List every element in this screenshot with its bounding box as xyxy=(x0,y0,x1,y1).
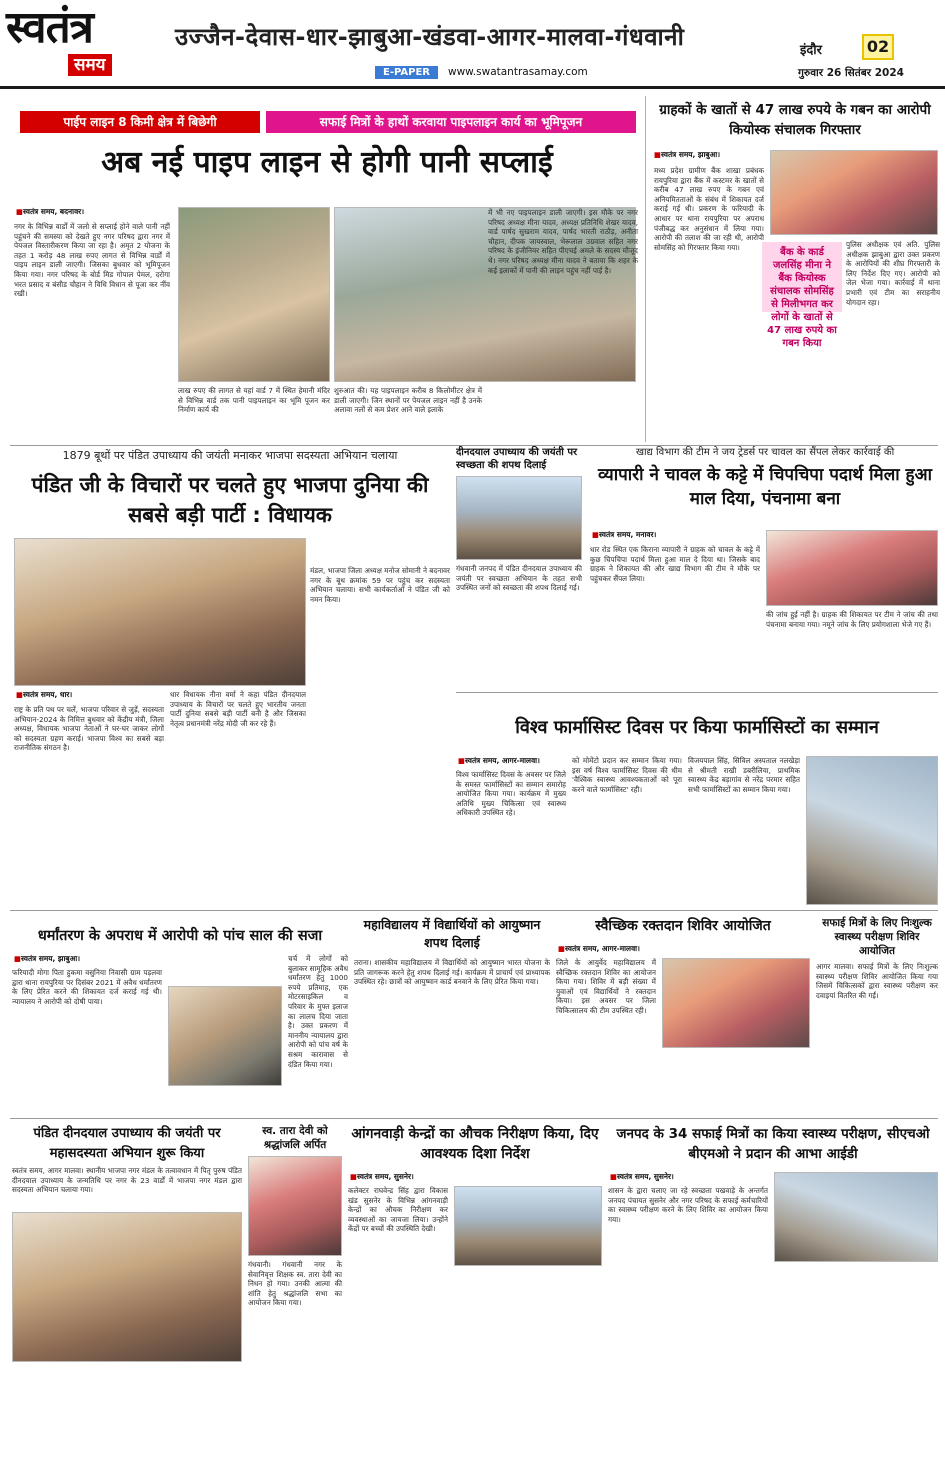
health-headline: सफाई मित्रों के लिए निःशुल्क स्वास्थ्य परीक्षण शिविर आयोजित xyxy=(822,917,932,957)
lead-headline: अब नई पाइप लाइन से होगी पानी सप्लाई xyxy=(101,145,553,180)
conversion-byline: ■ स्वतंत्र समय, झाबुआ। xyxy=(14,954,80,964)
janpad-photo xyxy=(774,1172,938,1262)
section-divider xyxy=(10,1118,938,1119)
pharma-text-col1: विश्व फार्मासिस्ट दिवस के अवसर पर जिले के समस्त फार्मासिस्टों का सम्मान समारोह आयोजित किया गया। कार्यक्रम में मुख्य अतिथि मुख्य चिकित्सा एवं स्वास्थ्य अधिकारी उपस्थित रहे। xyxy=(456,770,566,818)
tribute-photo xyxy=(248,1156,342,1256)
bjp-headline: पंडित जी के विचारों पर चलते हुए भाजपा दुनिया की सबसे बड़ी पार्टी : विधायक xyxy=(31,473,429,527)
pharma-text-col3: विजयपाल सिंह, सिविल अस्पताल नलखेड़ा से श्रीमती राखी डबरीलिया, प्राथमिक स्वास्थ्य केंद्र बड़ागांव से नरेंद्र परमार सहित सभी फार्मासिस्टों का सम्मान किया गया। xyxy=(688,756,800,794)
kiosk-text-col3: पुलिस अधीक्षक एवं अति. पुलिस अधीक्षक झाबुआ द्वारा उक्त प्रकरण के आरोपियों की शीघ्र गिरफ्तारी के लिए निर्देश दिए गए। आरोपी को जेल भेजा गया। कार्रवाई में थाना प्रभारी एवं टीम का सराहनीय योगदान रहा। xyxy=(846,240,940,307)
conversion-headline: धर्मांतरण के अपराध में आरोपी को पांच साल की सजा xyxy=(37,928,323,944)
anganwadi-text: कलेक्टर राघवेन्द्र सिंह द्वारा विकास खंड सुसनेर के विभिन्न आंगनवाड़ी केन्द्रों का औचक निरीक्षण कर व्यवस्थाओं का जायजा लिया। उन्होंने केंद्रों पर बच्चों की उपस्थिति देखी। xyxy=(348,1186,448,1234)
lead-byline: ■ स्वतंत्र समय, बदनावर। xyxy=(16,207,84,217)
vow-photo xyxy=(456,476,582,560)
lead-text-col4: में भी नए पाइपलाइन डाली जाएगी। इस मौके पर नगर परिषद अध्यक्ष मीना यादव, अध्यक्ष प्रतिनिधि शेखर यादव, वार्ड पार्षद सुखराम यादव, पार्षद भारती राठौड़, अनीता चौहान, दीपक जायस्वाल, भेरूलाल उग्रवाल सहित नगर परिषद के इंजीनियर सहित पीएचई अमले के सदस्य मौजूद थे। नगर परिषद अध्यक्ष मीना यादव ने बताया कि शहर के कई इलाकों में पानी की लाइन पहुंच नहीं पाई है। xyxy=(488,208,638,275)
lead-photo-left xyxy=(178,207,330,382)
bjp-text-col3: मंडल, भाजपा जिला अध्यक्ष मनोज सोमानी ने बदनावर नगर के बूथ क्रमांक 59 पर पहुंच कर सदस्यता अभियान चलाया। सभी कार्यकर्ताओं ने पंडित जी को नमन किया। xyxy=(310,566,450,604)
blood-photo xyxy=(662,958,810,1048)
epaper-label: E-PAPER xyxy=(375,66,438,79)
bjp-byline: ■ स्वतंत्र समय, धार। xyxy=(16,690,72,700)
kiosk-photo xyxy=(770,150,938,235)
pharma-headline: विश्व फार्मासिस्ट दिवस पर किया फार्मासिस्टों का सम्मान xyxy=(515,717,879,738)
deendayal-text: स्वतंत्र समय, आगर मालवा। स्थानीय भाजपा नगर मंडल के तत्वावधान में पितृ पुरुष पंडित दीनदयाल उपाध्याय के जन्मतिथि पर नगर के 23 वार्डों में भाजपा नगर मंडल द्वारा सदस्यता अभियान चलाया गया। xyxy=(12,1166,242,1195)
page-number: 02 xyxy=(862,34,894,60)
kiosk-text-col1: मध्य प्रदेश ग्रामीण बैंक शाखा प्रबंधक रायपुरिया द्वारा बैंक में कस्टमर के खातों से करीब 47 लाख रुपए के गबन एवं अनियमितताओं के संबंध में शिकायत दर्ज कराई गई थी। प्रकरण के फरियादी के आधार पर थाना रायपुरिया पर अपराध पंजीबद्ध कर अनुसंधान में लिया गया। आरोपी की तलाश की जा रही थी, आरोपी सोमसिंह को गिरफ्तार किया गया। xyxy=(654,166,764,252)
column-divider xyxy=(645,96,646,442)
bjp-text-col1: राष्ट्र के प्रति पथ पर चलें, भाजपा परिवार से जुड़ें, सदस्यता अभियान-2024 के निमित्त बुधवार को केंद्रीय मंत्री, जिला अध्यक्ष, विधायक भाजपा नेताओं ने घर-घर जाकर लोगों को सदस्यता ग्रहण कराई। भाजपा विश्व का सबसे बड़ा राजनीतिक संगठन है। xyxy=(14,705,164,753)
conversion-photo xyxy=(168,986,282,1086)
edition-city: इंदौर xyxy=(800,43,822,58)
food-byline: ■ स्वतंत्र समय, मनावर। xyxy=(592,530,656,540)
lead-tag-pipeline: पाईप लाइन 8 किमी क्षेत्र में बिछेगी xyxy=(20,111,260,133)
food-photo xyxy=(766,530,938,606)
pharma-text-col2: को मोमेंटो प्रदान कर सम्मान किया गया। इस वर्ष विश्व फार्मासिस्ट दिवस की थीम 'वैश्विक स्वास्थ्य आवश्यकताओं को पूरा करने वाले फार्मासिस्ट' रही। xyxy=(572,756,682,794)
anganwadi-byline: ■ स्वतंत्र समय, सुसनेर। xyxy=(350,1172,414,1182)
vow-headline: दीनदयाल उपाध्याय की जयंती पर स्वच्छता की शपथ दिलाई xyxy=(456,447,578,471)
tribute-text: गंधवानी। गंधवानी नगर के सेवानिवृत्त शिक्षक स्व. तारा देवी का निधन हो गया। उनकी आत्मा की शांति हेतु श्रद्धांजलि सभा का आयोजन किया गया। xyxy=(248,1260,342,1308)
kiosk-callout: बैंक के कार्ड जलसिंह मीना ने बैंक कियोस्क संचालक सोमसिंह से मिलीभगत कर लोगों के खातों से 47 लाख रुपये का गबन किया xyxy=(762,242,842,312)
food-text-col2: की जांच हुई नहीं है। ग्राहक की शिकायत पर टीम ने जांच की तथा पंचनामा बनाया गया। नमूने जांच के लिए प्रयोगशाला भेजे गए हैं। xyxy=(766,610,938,629)
oath-text: तराना। शासकीय महाविद्यालय में विद्यार्थियों को आयुष्मान भारत योजना के प्रति जागरूक करने हेतु शपथ दिलाई गई। कार्यक्रम में प्राचार्य एवं प्राध्यापक उपस्थित रहे। छात्रों को आयुष्मान कार्ड बनवाने के लिए प्रेरित किया गया। xyxy=(354,958,550,987)
region-banner: उज्जैन-देवास-धार-झाबुआ-खंडवा-आगर-मालवा-गंधवानी xyxy=(175,23,685,51)
tribute-headline: स्व. तारा देवी को श्रद्धांजलि अर्पित xyxy=(262,1125,328,1151)
logo-main: स्वतंत्र xyxy=(6,2,93,53)
bjp-kicker: 1879 बूथों पर पंडित उपाध्याय की जयंती मनाकर भाजपा सदस्यता अभियान चलाया xyxy=(62,449,398,462)
lead-tag-bhumipujan: सफाई मित्रों के हाथों करवाया पाइपलाइन कार्य का भूमिपूजन xyxy=(266,111,636,133)
deendayal-photo xyxy=(12,1212,242,1362)
blood-byline: ■ स्वतंत्र समय, आगर-मालवा। xyxy=(558,944,640,954)
section-divider xyxy=(10,910,938,911)
janpad-text: शासन के द्वारा चलाए जा रहे स्वच्छता पखवाड़े के अन्तर्गत जनपद पंचायत सुसनेर और नगर परिषद के सफाई कर्मचारियों का स्वास्थ्य परीक्षण करने के लिए शिविर का आयोजन किया गया। xyxy=(608,1186,768,1224)
oath-headline: महाविद्यालय में विद्यार्थियों को आयुष्मान शपथ दिलाई xyxy=(363,917,541,950)
lead-text-col3: शुरुआत की। यह पाइपलाइन करीब 8 किलोमीटर क्षेत्र में डाली जाएगी। जिन स्थानों पर पेयजल लाइन नहीं है उनके अलावा नलों से कम प्रेशर आने वाले इलाके xyxy=(334,386,482,415)
janpad-byline: ■ स्वतंत्र समय, सुसनेर। xyxy=(610,1172,674,1182)
edition-date: गुरुवार 26 सितंबर 2024 xyxy=(798,67,904,79)
vow-text: गंधवानी जनपद में पंडित दीनदयाल उपाध्याय की जयंती पर स्वच्छता अभियान के तहत सभी उपस्थित जनों को स्वच्छता की शपथ दिलाई गई। xyxy=(456,564,582,593)
blood-headline: स्वैच्छिक रक्तदान शिविर आयोजित xyxy=(595,918,771,934)
masthead-rule xyxy=(0,86,945,89)
food-kicker: खाद्य विभाग की टीम ने जय ट्रेडर्स पर चावल का सैंपल लेकर कार्रवाई की xyxy=(635,447,895,458)
conversion-text-col1: फरियादी मोगा पिता हुकमा वसुनिया निवासी ग्राम पड़लवा द्वारा थाना रायपुरिया पर दिसंबर 2021 में अवैध धर्मांतरण के लिए प्रेरित करने की शिकायत दर्ज कराई गई थी। न्यायालय ने आरोपी को दोषी पाया। xyxy=(12,968,162,1006)
section-divider xyxy=(456,692,938,693)
food-headline: व्यापारी ने चावल के कट्टे में चिपचिपा पदार्थ मिला हुआ माल दिया, पंचनामा बना xyxy=(598,465,932,509)
janpad-headline: जनपद के 34 सफाई मित्रों का किया स्वास्थ्य परीक्षण, सीएचओ बीएमओ ने प्रदान की आभा आईडी xyxy=(616,1126,930,1162)
lead-text-col1: नगर के विभिन्न वार्डों में जलो से सप्लाई होने वाले पानी नहीं पहुंचने की समस्या को देखते हुए नगर परिषद द्वारा नगर में पेयजल विस्तारीकरण किया जा रहा है। अमृत 2 योजना के तहत 1 करोड़ 48 लाख रुपए लागत से विभिन्न वार्डों में पाइप लाइन डाली जाएगी। जिसका बुधवार को भूमिपूजन किया गया। नगर परिषद के बोर्ड मिड गोपाल पेमल, दरोगा भरत प्रसाद व बंसीड चौहान ने विधि विधान से पूजा कर नींव रखी। xyxy=(14,222,170,299)
food-text-col1: धार रोड स्थित एक किराना व्यापारी ने ग्राहक को चावल के कट्टे में कुछ चिपचिपा पदार्थ मिला हुआ माल दे दिया था। जिसके बाद ग्राहक ने शिकायत की और खाद्य विभाग की टीम ने मौके पर पहुंचकर सैंपल लिया। xyxy=(590,545,760,583)
logo-sub: समय xyxy=(68,54,112,76)
bjp-text-col2: धार विधायक नीना वर्मा ने कहा पंडित दीनदयाल उपाध्याय के विचारों पर चलते हुए भारतीय जनता पार्टी दुनिया सबसे बड़ी पार्टी बनी है और जिसका नेतृत्व प्रधानमंत्री नरेंद्र मोदी जी कर रहे हैं। xyxy=(170,690,306,728)
lead-text-col2: लाख रुपए की लागत से यहां वार्ड 7 में स्थित हेमानी मंदिर से विभिन्न वार्ड तक पानी पाइपलाइन का भूमि पूजन कर निर्माण कार्य की xyxy=(178,386,330,415)
masthead-logo xyxy=(6,2,156,88)
pharma-byline: ■ स्वतंत्र समय, आगर-मालवा। xyxy=(458,756,540,766)
health-text: आगर मालवा। सफाई मित्रों के लिए निःशुल्क स्वास्थ्य परीक्षण शिविर आयोजित किया गया जिसमें चिकित्सकों द्वारा स्वास्थ्य परीक्षण कर दवाइयां वितरित की गईं। xyxy=(816,962,938,1000)
kiosk-byline: ■ स्वतंत्र समय, झाबुआ। xyxy=(654,150,720,160)
website-link[interactable]: www.swatantrasamay.com xyxy=(448,66,588,78)
kiosk-headline: ग्राहकों के खातों से 47 लाख रुपये के गबन का आरोपी कियोस्क संचालक गिरफ्तार xyxy=(659,102,931,138)
blood-text: जिले के आयुर्वेद महाविद्यालय में स्वैच्छिक रक्तदान शिविर का आयोजन किया गया। शिविर में बड़ी संख्या में युवाओं एवं विद्यार्थियों ने रक्तदान किया। इस अवसर पर जिला चिकित्सालय की टीम उपस्थित रही। xyxy=(556,958,656,1015)
anganwadi-photo xyxy=(454,1186,602,1266)
conversion-text-col2: चर्च में लोगों को बुलाकर सामूहिक अवैध धर्मांतरण हेतु 1000 रुपये प्रतिमाह, एक मोटरसाइकिल व परिवार के मुफ्त इलाज का लालच दिया जाता है। उक्त प्रकरण में माननीय न्यायालय द्वारा आरोपी को पांच वर्ष के सश्रम कारावास से दंडित किया गया। xyxy=(288,954,348,1069)
anganwadi-headline: आंगनवाड़ी केन्द्रों का औचक निरीक्षण किया, दिए आवश्यक दिशा निर्देश xyxy=(351,1126,599,1162)
deendayal-headline: पंडित दीनदयाल उपाध्याय की जयंती पर महासदस्यता अभियान शुरू किया xyxy=(33,1126,221,1161)
bjp-photo xyxy=(14,538,306,686)
pharma-photo xyxy=(806,756,938,905)
